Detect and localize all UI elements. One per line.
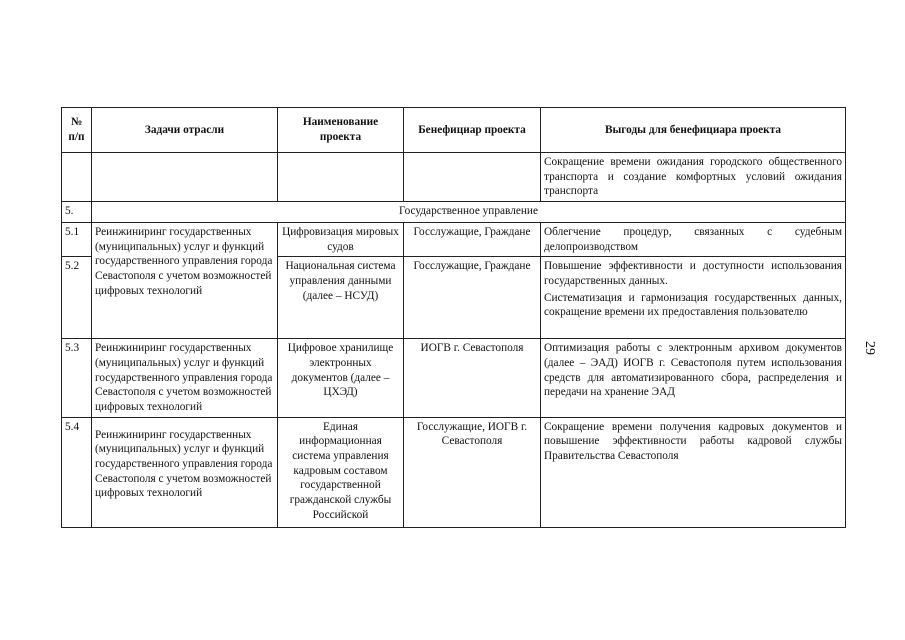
project-name-cell: Единая информационная система управления кадровым составом государственной гражданской службы Российской (278, 417, 404, 527)
row-number: 5.4 (62, 417, 92, 527)
benefit-cell (541, 257, 846, 339)
projects-table (61, 107, 846, 528)
benefit-cell: Облегчение процедур, связанных с судебным делопроизводством (541, 223, 846, 257)
empty-cell (92, 153, 278, 202)
project-name-cell: Цифровизация мировых судов (278, 223, 404, 257)
header-tasks: Задачи отрасли (92, 108, 278, 153)
beneficiary-cell: ИОГВ г. Севастополя (404, 339, 541, 417)
benefit-cell: Сокращение времени получения кадровых документов и повышение эффективности работы кадровой службы Правительства Севастополя (541, 417, 846, 527)
benefit-cell: Сокращение времени ожидания городского общественного транспорта и создание комфортных условий ожидания транспорта (541, 153, 846, 202)
table-row (62, 339, 846, 417)
row-number: 5.2 (62, 257, 92, 339)
project-name-cell: Цифровое хранилище электронных документов (далее – ЦХЭД) (278, 339, 404, 417)
empty-cell (404, 153, 541, 202)
section-title: Государственное управление (92, 202, 846, 223)
task-cell: Реинжиниринг государственных (муниципальных) услуг и функций государственного управления города Севастополя с учетом возможностей цифровых технологий (92, 339, 278, 417)
empty-cell (62, 153, 92, 202)
beneficiary-cell: Госслужащие, Граждане (404, 257, 541, 339)
task-text: Реинжиниринг государственных (муниципальных) услуг и функций государственного управления города Севастополя с учетом возможностей цифровых технологий (95, 428, 273, 500)
benefit-paragraph: Систематизация и гармонизация государственных данных, сокращение времени их предоставления пользователю (544, 291, 842, 319)
row-number: 5.1 (62, 223, 92, 257)
section-number: 5. (62, 202, 92, 223)
header-num: № п/п (62, 108, 92, 153)
header-benefits: Выгоды для бенефициара проекта (541, 108, 846, 153)
benefit-cell: Оптимизация работы с электронным архивом документов (далее – ЭАД) ИОГВ г. Севастополя путем использования средств для автоматизированного сбора, распределения и передачи на хранение ЭАД (541, 339, 846, 417)
row-number: 5.3 (62, 339, 92, 417)
benefit-paragraph: Повышение эффективности и доступности использования государственных данных. (544, 260, 842, 288)
beneficiary-cell: Госслужащие, ИОГВ г. Севастополя (404, 417, 541, 527)
page-number: 29 (862, 341, 877, 355)
task-cell: Реинжиниринг государственных (муниципальных) услуг и функций государственного управления города Севастополя с учетом возможностей цифровых технологий (92, 223, 278, 339)
table-row (62, 153, 846, 202)
table-header-row (62, 108, 846, 153)
project-name-cell: Национальная система управления данными (далее – НСУД) (278, 257, 404, 339)
task-cell (92, 417, 278, 527)
section-row (62, 202, 846, 223)
beneficiary-cell: Госслужащие, Граждане (404, 223, 541, 257)
empty-cell (278, 153, 404, 202)
table-row (62, 417, 846, 527)
table-row (62, 223, 846, 257)
header-beneficiary: Бенефициар проекта (404, 108, 541, 153)
header-project-name: Наименование проекта (278, 108, 404, 153)
